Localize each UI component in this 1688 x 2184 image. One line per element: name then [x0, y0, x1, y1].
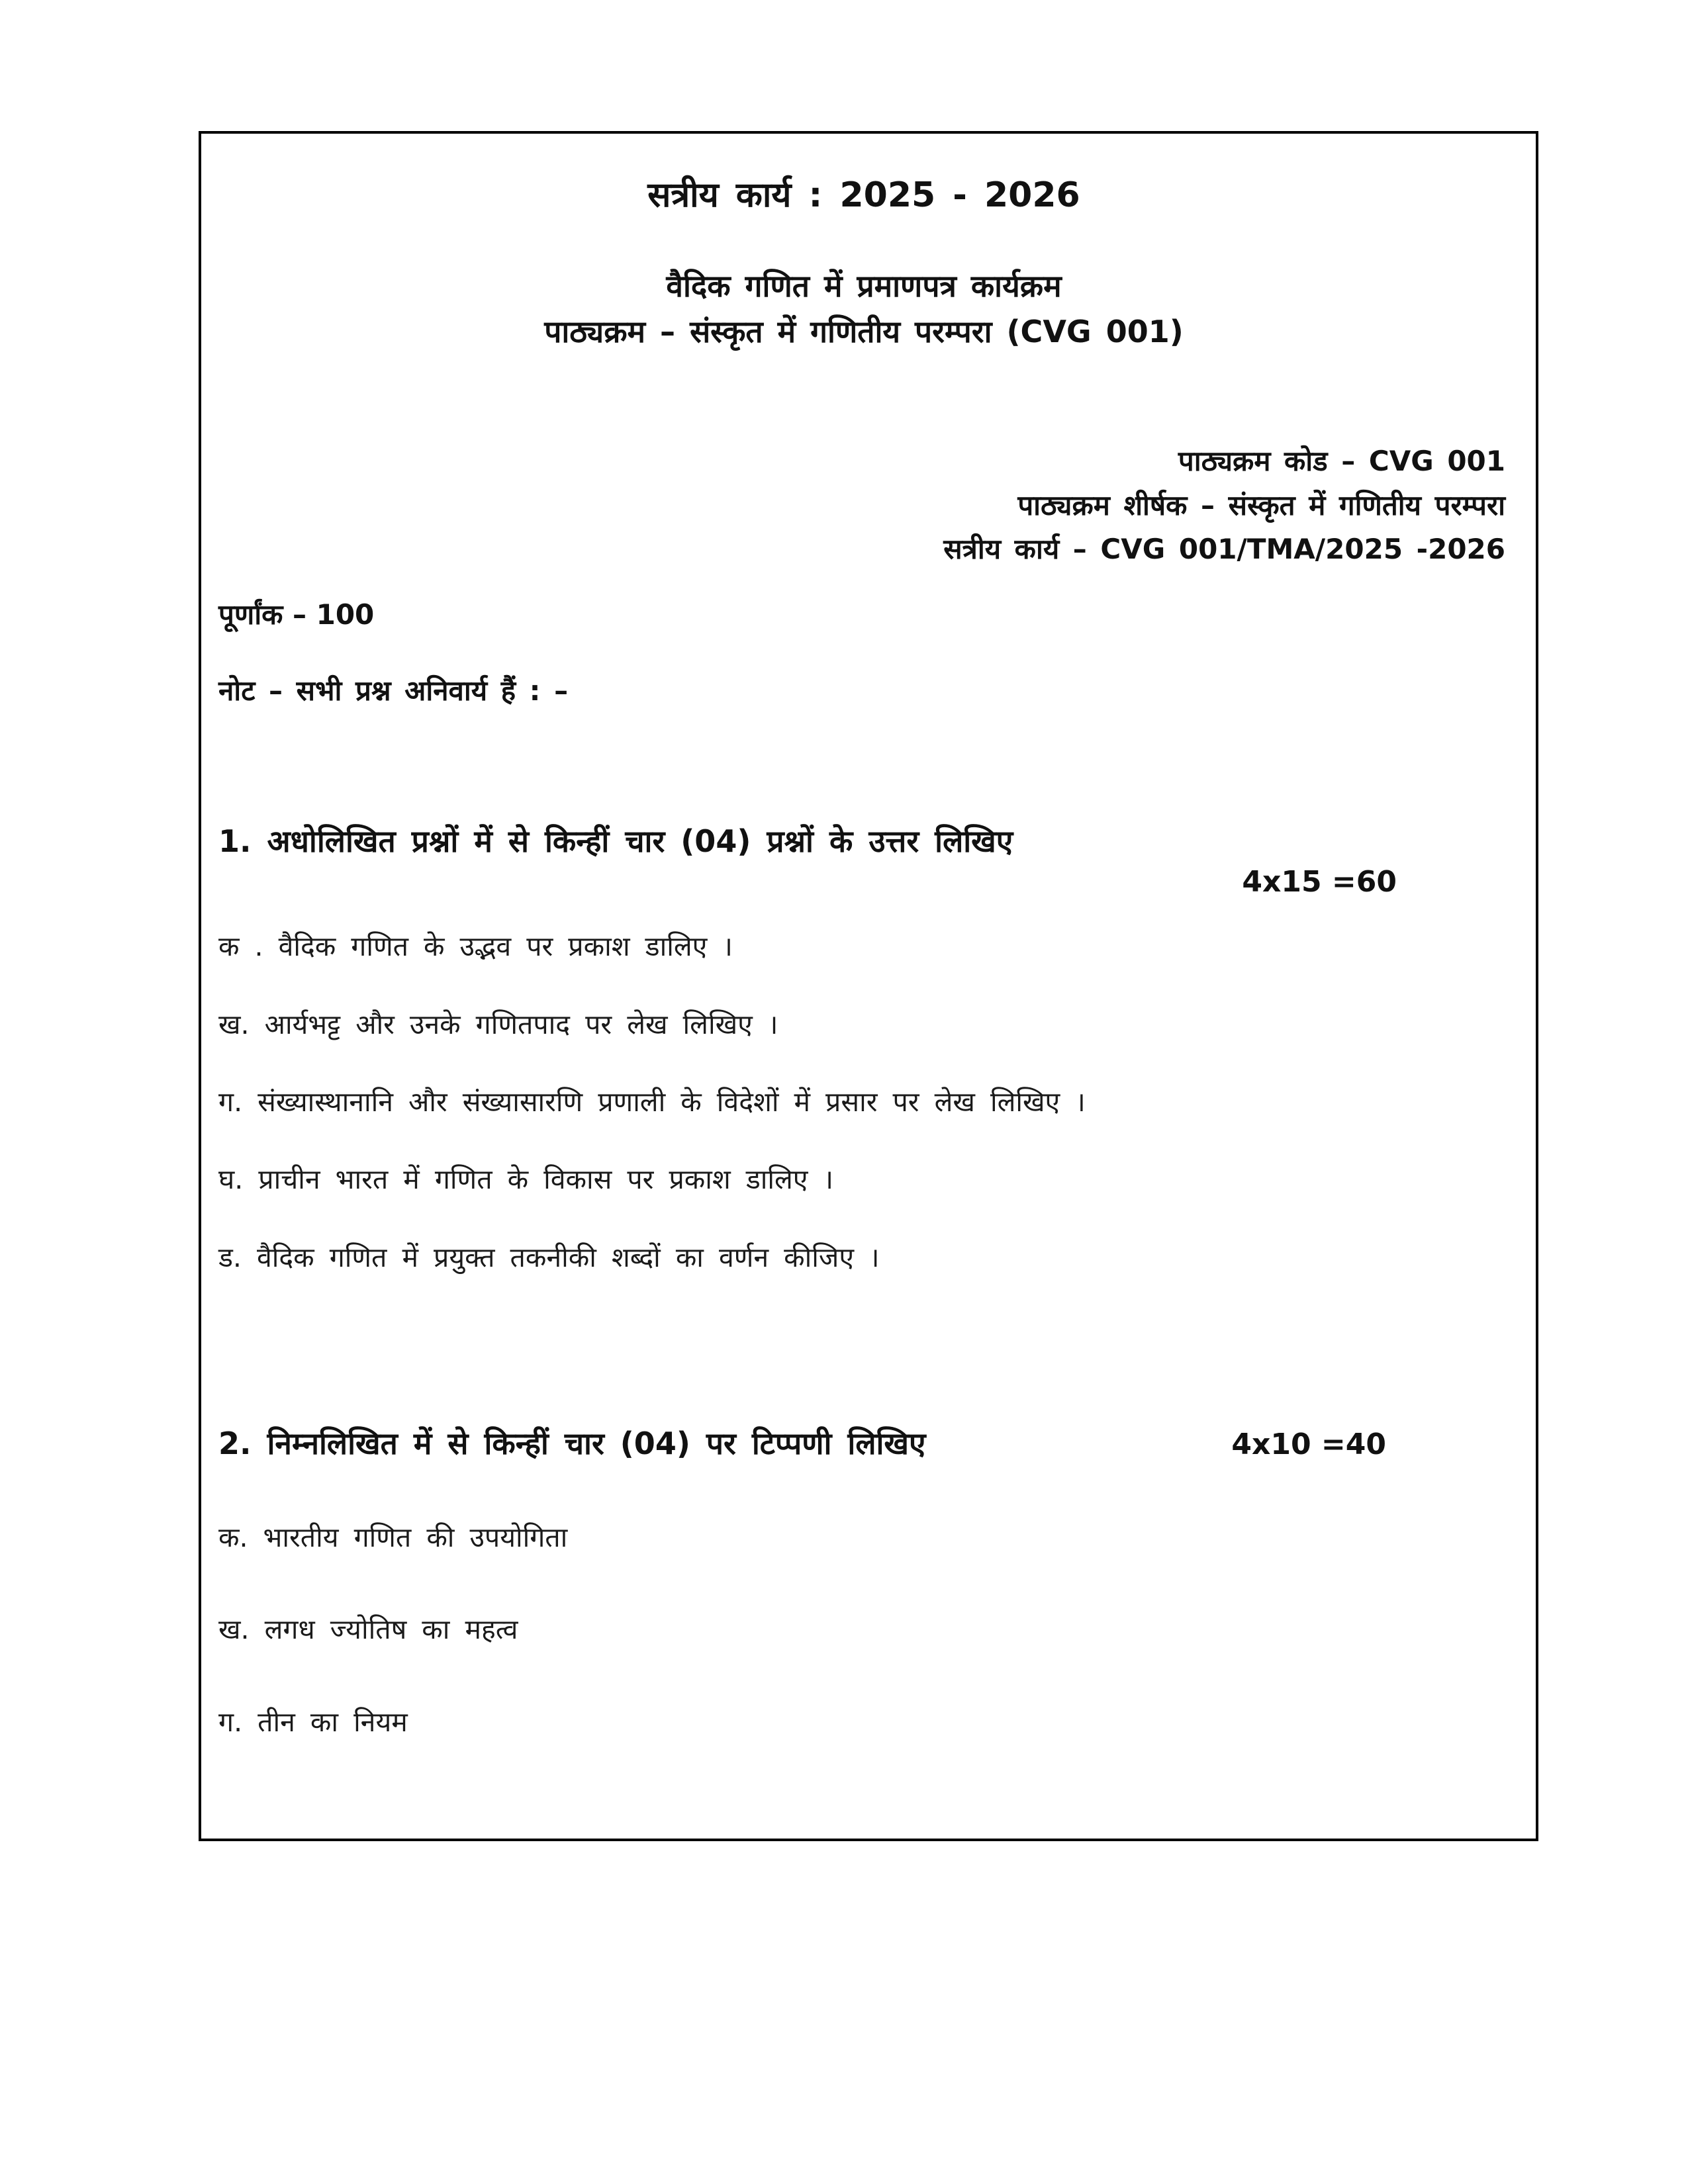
question-1-item-ga: ग. संख्यास्थानानि और संख्यासारणि प्रणाली के विदेशों में प्रसार पर लेख लिखिए ।	[218, 1086, 1086, 1118]
question-2-marks: 4x10 =40	[1231, 1427, 1386, 1461]
question-1-item-kha: ख. आर्यभट्ट और उनके गणितपाद पर लेख लिखिए ।	[218, 1008, 778, 1040]
document-border-box	[199, 131, 1538, 1841]
note-line: नोट – सभी प्रश्न अनिवार्य हैं : –	[218, 674, 569, 707]
question-2-heading-row	[218, 1422, 1509, 1463]
question-1-item-nga: ड. वैदिक गणित में प्रयुक्त तकनीकी शब्दों का वर्णन कीजिए ।	[218, 1241, 880, 1273]
meta-block	[218, 439, 1509, 571]
question-2-item-ga: ग. तीन का नियम	[218, 1706, 408, 1738]
subtitle-block	[218, 263, 1509, 355]
question-1-marks: 4x15 =60	[1242, 865, 1397, 899]
question-2-item-kha: ख. लगध ज्योतिष का महत्व	[218, 1614, 518, 1646]
course-name: पाठ्यक्रम – संस्कृत में गणितीय परम्परा (CVG 001)	[544, 314, 1184, 350]
question-1-heading: 1. अधोलिखित प्रश्नों में से किन्हीं चार (04) प्रश्नों के उत्तर लिखिए	[218, 823, 1013, 860]
question-1-item-gha: घ. प्राचीन भारत में गणित के विकास पर प्रकाश डालिए ।	[218, 1163, 834, 1196]
assignment-code-line: सत्रीय कार्य – CVG 001/TMA/2025 -2026	[943, 533, 1505, 566]
course-code-line: पाठ्यक्रम कोड – CVG 001	[1178, 445, 1505, 478]
question-1-item-ka: क . वैदिक गणित के उद्भव पर प्रकाश डालिए ।	[218, 931, 733, 963]
question-2-heading: 2. निम्नलिखित में से किन्हीं चार (04) पर टिप्पणी लिखिए	[218, 1425, 926, 1461]
question-2-item-ka: क. भारतीय गणित की उपयोगिता	[218, 1521, 568, 1553]
program-name: वैदिक गणित में प्रमाणपत्र कार्यक्रम	[666, 268, 1062, 304]
page-title: सत्रीय कार्य : 2025 - 2026	[647, 175, 1080, 215]
question-1-items	[218, 929, 1509, 1275]
course-title-line: पाठ्यक्रम शीर्षक – संस्कृत में गणितीय परम्परा	[1017, 488, 1505, 522]
max-marks-line: पूर्णांक – 100	[218, 598, 375, 631]
question-2-items	[218, 1520, 1509, 1740]
